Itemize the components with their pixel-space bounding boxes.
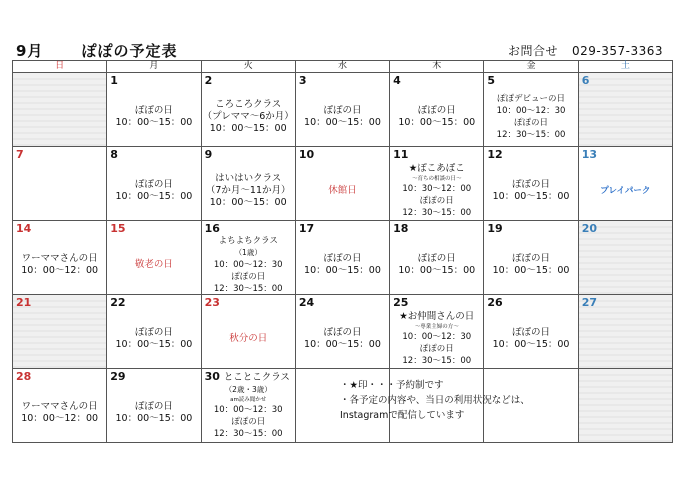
phone-number: 029-357-3363 [572,44,664,58]
day-events [579,163,672,218]
weekday-tue: 火 [201,61,295,73]
day-number: 2 [204,74,213,87]
day-events [390,89,483,144]
event-time: 12：30〜15：00 [213,428,283,439]
day-events [107,237,200,292]
month-label: 9月 [16,42,44,60]
event-line: ワーママさんの日 [21,400,98,412]
day-number: 7 [16,148,24,161]
event-line: ぽぽの日 [419,195,454,206]
event-time: 10：00〜15：00 [492,338,570,350]
day-number-value: 30 [204,370,220,383]
calendar-week [13,73,673,147]
event-line: ぽぽの日 [419,343,454,354]
event-time: 10：00〜15：00 [492,264,570,276]
day-number: 12 [487,148,503,161]
event-line: ぽぽの日 [417,104,456,116]
event-time: 10：00〜15：00 [115,412,193,424]
event-time: 10：00〜15：00 [304,116,381,128]
day-events [107,163,200,218]
day-cell-11 [390,147,484,221]
day-cell-7 [13,147,107,221]
calendar-week [13,147,673,221]
event-time: 10：00〜15：00 [398,264,476,276]
event-time: 12：30〜15：00 [402,355,472,366]
day-events [296,311,389,366]
event-line: プレイパーク [600,185,651,196]
day-number: 17 [298,222,315,235]
event-time: 10：30〜12：00 [402,183,472,194]
day-number: 22 [110,296,126,309]
event-line: ぽぽの日 [417,252,456,264]
event-time: 10：00〜12：00 [21,412,99,424]
day-events [202,89,295,144]
event-time: 10：00〜15：00 [304,338,381,350]
day-events [107,385,200,440]
day-number: 3 [298,74,307,87]
event-title: とことこクラス [223,372,290,383]
day-events [484,89,577,144]
day-number: 29 [110,370,126,383]
schedule-title: ぽぽの予定表 [81,42,178,60]
closed-label: 休館日 [328,184,357,196]
day-cell-8 [107,147,201,221]
event-line: ぽぽの日 [134,178,173,190]
event-time: 10：00〜15：00 [304,264,381,276]
event-time: 10：00〜15：00 [209,196,287,208]
day-cell-20 [578,221,672,295]
event-time: 10：00〜15：00 [115,338,193,350]
day-cell-6 [578,73,672,147]
day-cell-29 [107,369,201,443]
event-line: ぽぽの日 [512,178,551,190]
day-number: 18 [393,222,409,235]
event-line: ぽぽの日 [323,326,362,338]
event-subtitle: （1歳） [234,247,262,257]
day-cell-14 [13,221,107,295]
day-events [202,163,295,218]
day-number: 19 [487,222,503,235]
calendar-week [13,295,673,369]
day-cell-19 [484,221,578,295]
day-cell-9 [201,147,295,221]
event-time: 10：00〜15：00 [115,190,193,202]
day-events [202,383,295,440]
day-events [296,163,389,218]
event-line: ぽぽの日 [134,400,173,412]
day-events [296,89,389,144]
day-number: 20 [581,222,597,235]
weekday-thu: 木 [390,61,484,73]
day-number: 25 [393,296,409,309]
day-cell-26 [484,295,578,369]
event-line: ぽぽの日 [323,104,362,116]
day-cell-3 [295,73,389,147]
event-line: ぽぽデビューの日 [497,93,566,104]
event-time: 10：00〜12：30 [402,331,472,342]
day-events [107,311,200,366]
day-cell-5 [484,73,578,147]
event-line: （7か月〜11か月） [205,184,291,196]
weekday-sun: 日 [13,61,107,73]
day-cell-30 [201,369,295,443]
day-cell-10 [295,147,389,221]
day-cell-28 [13,369,107,443]
event-line: ワーママさんの日 [21,252,98,264]
event-line: （プレママ〜6か月） [202,110,294,122]
day-events [296,237,389,292]
holiday-label: 敬老の日 [134,258,173,270]
event-line: ぽぽの日 [231,271,266,282]
event-time: 12：30〜15：00 [496,129,566,140]
day-events [390,163,483,218]
day-number: 14 [16,222,32,235]
day-cell-17 [295,221,389,295]
page-title [16,40,177,61]
event-line: ころころクラス [215,98,282,110]
day-number: 15 [110,222,126,235]
event-line: よちよちクラス [218,235,278,246]
day-number: 10 [298,148,315,161]
event-line: ぽぽの日 [231,416,266,427]
holiday-label: 秋分の日 [229,332,268,344]
day-cell-16 [201,221,295,295]
event-line: ぽぽの日 [134,104,173,116]
day-number: 1 [110,74,118,87]
event-time: 10：00〜15：00 [492,190,570,202]
day-number: 21 [16,296,32,309]
weekday-header-row [13,61,673,73]
day-events [107,89,200,144]
day-number: 11 [393,148,409,161]
event-subtitle: am読み聞かせ [230,396,267,403]
event-line: ★ぽこあぽこ [408,162,465,174]
event-subtitle: 〜育ちの相談の日〜 [412,175,462,182]
day-cell-empty [578,369,672,443]
note-line: ・★印・・・予約制です [340,380,444,391]
day-events [484,311,577,366]
day-events [484,163,577,218]
day-cell-1 [107,73,201,147]
day-number: 5 [487,74,496,87]
day-cell-27 [578,295,672,369]
event-time: 10：00〜12：30 [213,404,283,415]
day-cell-empty [13,73,107,147]
event-line: はいはいクラス [215,172,282,184]
day-events [202,311,295,366]
weekday-wed: 水 [295,61,389,73]
event-line: ぽぽの日 [323,252,362,264]
day-number: 16 [204,222,220,235]
event-line: ぽぽの日 [512,252,551,264]
day-number: 4 [393,74,401,87]
event-time: 10：00〜15：00 [209,122,287,134]
event-time: 10：00〜12：00 [21,264,99,276]
day-events [390,311,483,366]
day-cell-18 [390,221,484,295]
day-cell-15 [107,221,201,295]
day-cell-2 [201,73,295,147]
day-cell-25 [390,295,484,369]
event-line: ぽぽの日 [514,117,549,128]
day-number: 28 [16,370,32,383]
day-number: 23 [204,296,220,309]
day-events [202,237,295,292]
contact-label: お問合せ [508,44,559,58]
event-time: 10：00〜12：30 [496,105,566,116]
day-cell-12 [484,147,578,221]
contact-info [508,42,663,59]
day-cell-13 [578,147,672,221]
day-cell-22 [107,295,201,369]
event-time: 12：30〜15：00 [402,207,472,218]
day-events [13,237,106,292]
weekday-fri: 金 [484,61,578,73]
day-number: 9 [204,148,213,161]
event-time: 10：00〜15：00 [398,116,476,128]
event-time: 12：30〜15：00 [213,283,283,294]
event-subtitle: 〜専業主婦の方〜 [414,323,459,330]
day-number: 26 [487,296,503,309]
day-events [13,385,106,440]
day-events [390,237,483,292]
event-line: ★お仲間さんの日 [399,310,475,322]
day-cell-23 [201,295,295,369]
weekday-sat: 土 [578,61,672,73]
day-cell-4 [390,73,484,147]
day-number: 24 [298,296,315,309]
event-time: 10：00〜12：30 [213,259,283,270]
weekday-mon: 月 [107,61,201,73]
day-number: 8 [110,148,118,161]
event-time: 10：00〜15：00 [115,116,193,128]
notes-block [340,378,530,423]
event-line: ぽぽの日 [512,326,551,338]
day-number: 13 [581,148,597,161]
day-cell-21 [13,295,107,369]
event-subtitle: （2歳・3歳） [224,384,272,394]
event-line: ぽぽの日 [134,326,173,338]
day-cell-24 [295,295,389,369]
day-number: 27 [581,296,597,309]
note-line: ・各予定の内容や、当日の利用状況などは、 [340,395,530,406]
calendar-week [13,221,673,295]
day-number: 6 [581,74,590,87]
note-line: Instagramで配信しています [340,410,465,421]
day-events [484,237,577,292]
